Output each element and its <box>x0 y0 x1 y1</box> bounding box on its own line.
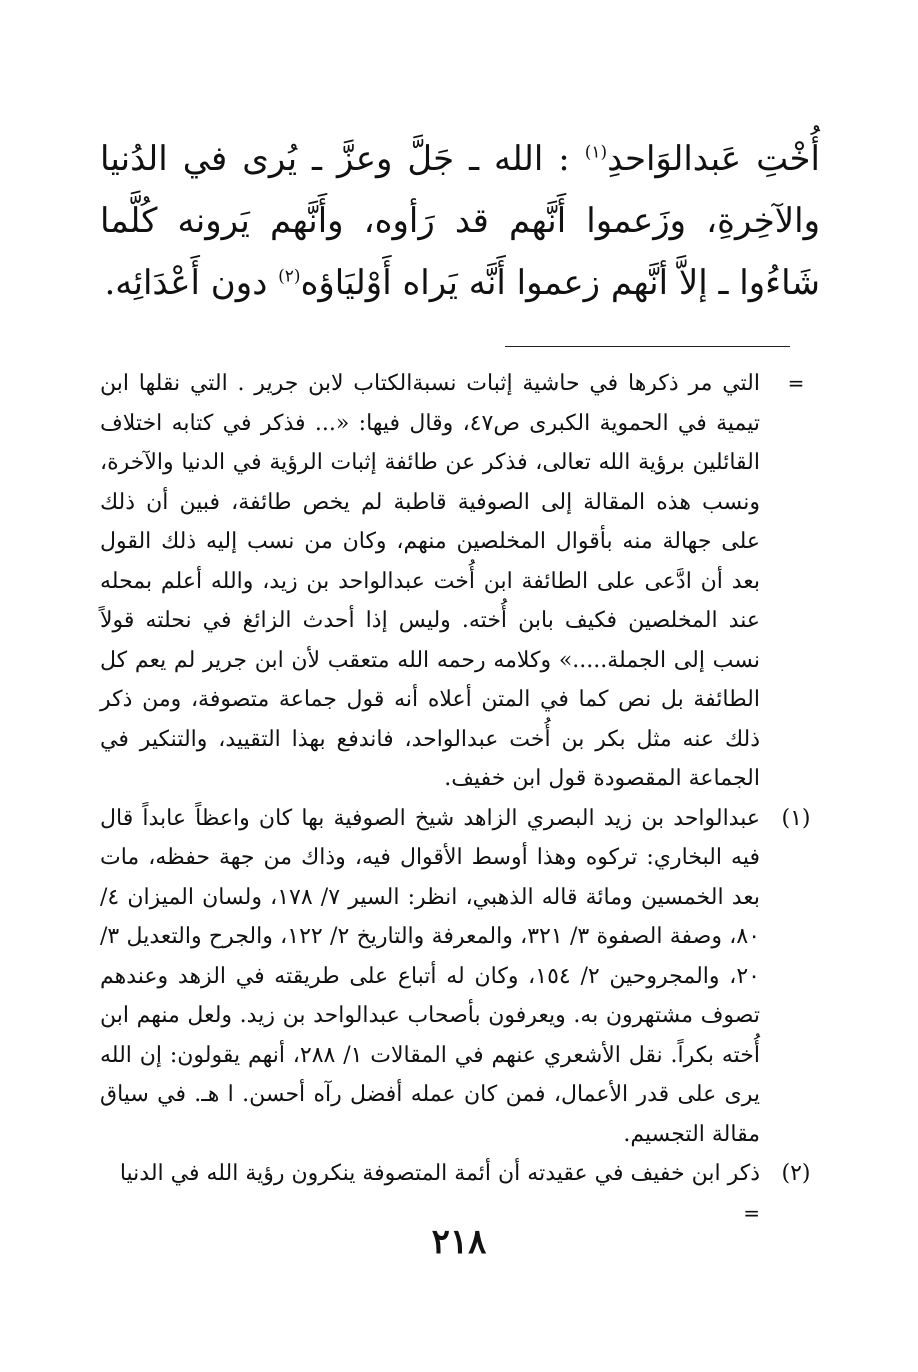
footnote-ref-1[interactable]: (١) <box>584 142 608 163</box>
footnotes-section <box>100 364 820 1233</box>
footnote-1-text: عبدالواحد بن زيد البصري الزاهد شيخ الصوفية بها كان واعظاً عابداً قال فيه البخاري: تركوه وهذا أوسط الأقوال فيه، وذاك من جهة حفظه، مات بعد الخمسين ومائة قاله الذهبي، انظر: السير ٧/ ١٧٨، ولسان الميزان ٤/ ٨٠، وصفة الصفوة ٣/ ٣٢١، والمعرفة والتاريخ ٢/ ١٢٢، والجرح والتعديل ٣/ ٢٠، والمجروحين ٢/ ١٥٤، وكان له أتباع على طريقته في الزهد وعندهم تصوف مشتهرون به. ويعرفون بأصحاب عبدالواحد بن زيد. ولعل منهم ابن أُخته بكراً. نقل الأشعري عنهم في المقالات ١/ ٢٨٨، أنهم يقولون: إن الله يرى على قدر الأعمال، فمن كان عمله أفضل رآه أحسن. ا هـ. في سياق مقالة التجسيم. <box>100 805 761 1147</box>
footnote-2-continues-mark: = <box>743 1200 760 1225</box>
footnote-continuation-text: التي مر ذكرها في حاشية إثبات نسبةالكتاب لابن جرير . التي نقلها ابن تيمية في الحموية الكبرى ص٤٧، وقال فيها: «... فذكر في كتابه اختلاف القائلين برؤية الله تعالى، فذكر عن طائفة إثبات الرؤية في الدنيا والآخرة، ونسب هذه المقالة إلى الصوفية قاطبة لم يخص طائفة، فبين أن ذلك على جهالة منه بأقوال المخلصين منهم، وكان من نسب إليه ذلك القول بعد أن ادَّعى على الطائفة ابن أُخت عبدالواحد بن زيد، والله أعلم بمحله عند المخلصين فكيف بابن أُخته. وليس إذا أحدث الزائغ في نحلته قولاً نسب إلى الجملة.....» وكلامه رحمه الله متعقب لأن ابن جرير لم يعم كل الطائفة بل نص كما في المتن أعلاه أنه قول جماعة متصوفة، ومن ذكر ذلك عنه مثل بكر بن أُخت عبدالواحد، فاندفع بهذا التقييد، والتنكير في الجماعة المقصودة قول ابن خفيف. <box>100 371 760 791</box>
footnote-ref-2[interactable]: (٢) <box>278 266 301 287</box>
main-text-start: أُخْتِ عَبدالوَاحدِ <box>607 139 820 179</box>
footnote-1-marker: (١) <box>781 805 811 831</box>
main-text-end: دون أَعْدَائِه. <box>104 263 279 303</box>
footnote-2-marker: (٢) <box>781 1161 811 1186</box>
continuation-marker: = <box>787 371 805 395</box>
page-number: ٢١٨ <box>431 1222 487 1262</box>
footnote-1 <box>100 799 820 1155</box>
main-text-middle: : الله ـ جَلَّ وعزَّ ـ يُرى في الدُنيا والآخِرةِ، وزَعموا أَنَّهم قد رَأوه، وأَنَّهم يَرونه كُلَّما شَاءُوا ـ إلاَّ أنَّهم زعموا أَنَّه يَراه أَوْليَاؤه <box>100 139 820 303</box>
footnote-separator <box>505 346 790 347</box>
footnote-2-text: ذكر ابن خفيف في عقيدته أن أئمة المتصوفة ينكرون رؤية الله في الدنيا <box>119 1161 760 1186</box>
footnote-continuation <box>100 364 820 799</box>
main-paragraph <box>100 128 820 314</box>
main-text <box>100 128 820 314</box>
